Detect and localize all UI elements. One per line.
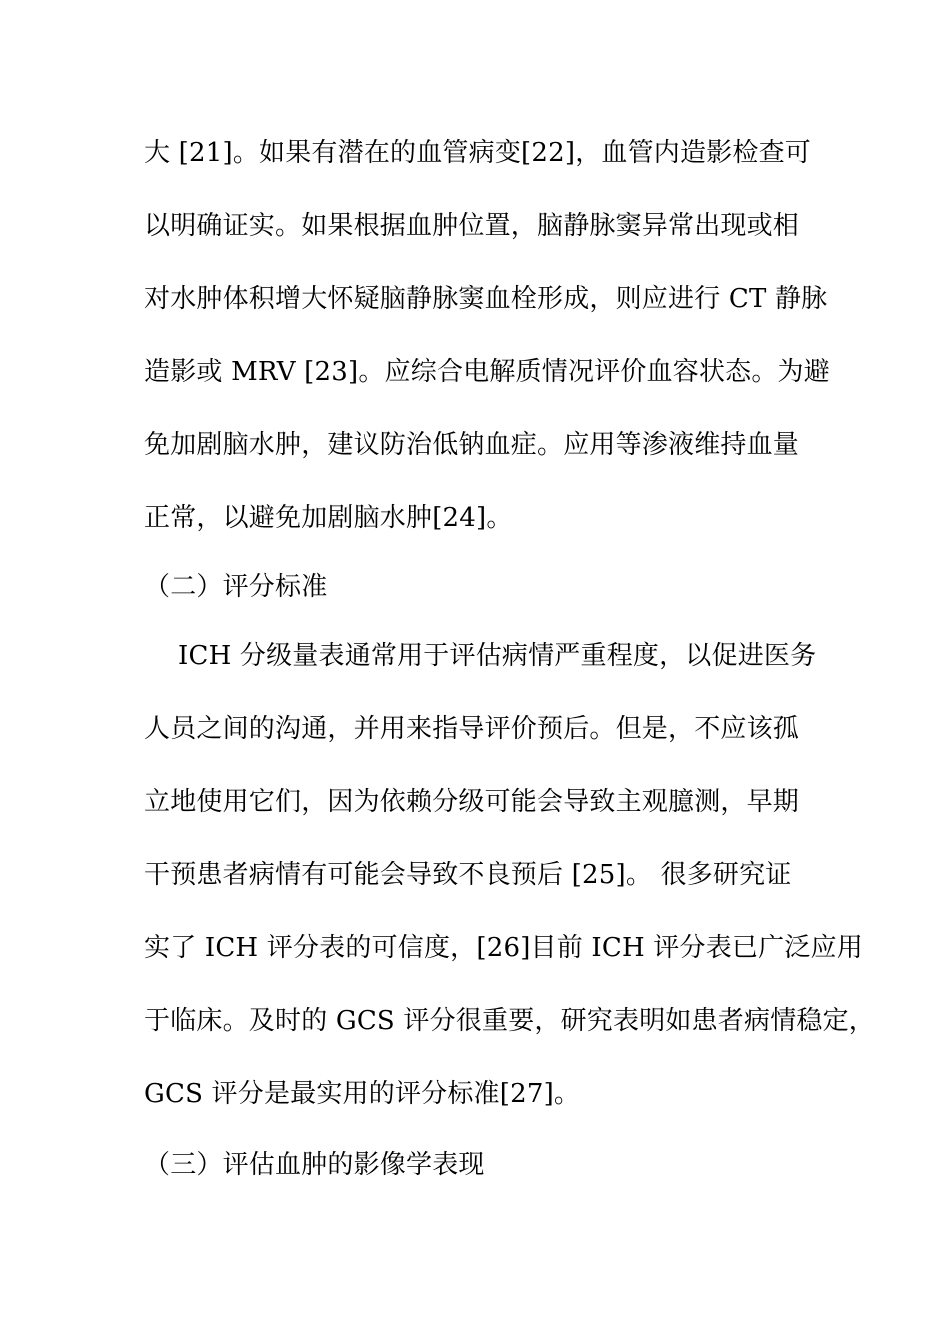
paragraph-1-line-2: 以明确证实。如果根据血肿位置，脑静脉窦异常出现或相 (144, 211, 800, 241)
section-heading-3: （三）评估血肿的影像学表现 (144, 1150, 485, 1180)
paragraph-2-line-3: 立地使用它们，因为依赖分级可能会导致主观臆测，早期 (144, 787, 800, 817)
paragraph-2-line-5: 实了 ICH 评分表的可信度，[26]目前 ICH 评分表已广泛应用 (144, 933, 863, 963)
paragraph-1-line-6: 正常，以避免加剧脑水肿[24]。 (144, 503, 513, 533)
paragraph-1-line-1: 大 [21]。如果有潜在的血管病变[22]，血管内造影检查可 (144, 138, 812, 168)
paragraph-1-line-4: 造影或 MRV [23]。应综合电解质情况评价血容状态。为避 (144, 357, 830, 387)
paragraph-2-line-7: GCS 评分是最实用的评分标准[27]。 (144, 1079, 581, 1109)
paragraph-2-line-2: 人员之间的沟通，并用来指导评价预后。但是，不应该孤 (144, 714, 800, 744)
paragraph-2-line-6: 于临床。及时的 GCS 评分很重要，研究表明如患者病情稳定， (144, 1006, 876, 1036)
paragraph-1-line-5: 免加剧脑水肿，建议防治低钠血症。应用等渗液维持血量 (144, 430, 800, 460)
paragraph-2-line-4: 干预患者病情有可能会导致不良预后 [25]。 很多研究证 (144, 860, 792, 890)
paragraph-2-line-1: ICH 分级量表通常用于评估病情严重程度，以促进医务 (178, 641, 817, 671)
paragraph-1-line-3: 对水肿体积增大怀疑脑静脉窦血栓形成，则应进行 CT 静脉 (144, 284, 828, 314)
section-heading-2: （二）评分标准 (144, 572, 328, 602)
